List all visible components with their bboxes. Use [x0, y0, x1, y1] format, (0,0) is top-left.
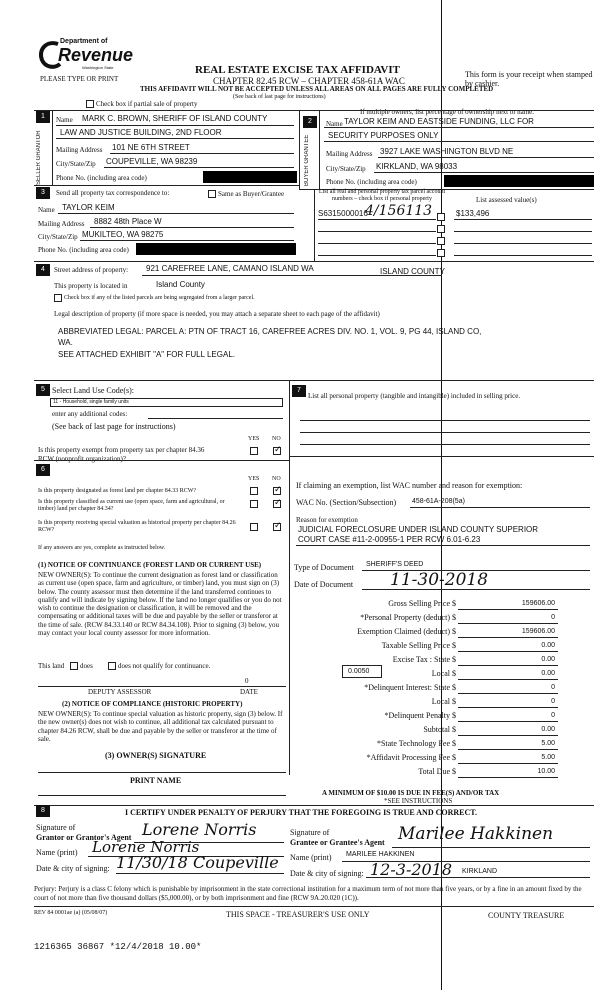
revision-code: REV 84 0001ae (a) (05/08/07): [34, 910, 108, 916]
grantor-signature: Lorene Norris: [142, 820, 257, 839]
computation-rule: [458, 707, 558, 708]
rule: [454, 219, 592, 220]
partial-sale-checkbox[interactable]: [86, 100, 94, 108]
segregated-checkbox[interactable]: [54, 294, 62, 302]
computation-rule: [458, 735, 558, 736]
rule: [289, 380, 290, 775]
parcel-number[interactable]: S6315000016: [318, 209, 368, 218]
perjury-statement: Perjury: Perjury is a class C felony which is punishable by imprisonment in the state correctional institution for a maximum term of not more than five years, or by a fine in an amount fixed by the court of not more than five thousand dollars ($5,000.00), or by both imprisonment and fine (RCW 9A.20.020 (1C)).: [34, 885, 582, 902]
located-label: This property is located in: [54, 282, 128, 290]
computation-rule: [458, 777, 558, 778]
section-7-number: 7: [292, 385, 306, 397]
grantor-name-label: Name (print): [36, 848, 78, 857]
parcel-assessed-value[interactable]: $133,496: [456, 209, 490, 218]
exempt-question: Is this property exempt from property tax per chapter 84.36 RCW (nonprofit organization)?: [38, 446, 205, 463]
parcel-header: List all real and personal property tax parcel account numbers – check box if personal property: [318, 189, 446, 202]
rule: [56, 138, 294, 139]
street-county: ISLAND COUNTY: [380, 267, 445, 276]
grantor-sig-label2: Grantor or Grantor's Agent: [36, 833, 132, 842]
personal-property-checkbox-3[interactable]: [437, 237, 445, 245]
doc-date-handwritten: 11-30-2018: [390, 570, 489, 590]
historic-no-checkbox[interactable]: [273, 523, 281, 531]
street-label: Street address of property:: [54, 266, 129, 274]
computation-value[interactable]: 0.00: [541, 642, 555, 649]
notice1-title: (1) NOTICE OF CONTINUANCE (FOREST LAND OR CURRENT USE): [38, 561, 262, 569]
section-4-number: 4: [36, 264, 50, 276]
grantor-name-handwritten: Lorene Norris: [92, 838, 200, 856]
current-use-question: Is this property classified as current use (open space, farm and agricultural, or timber) land per chapter 84.34?: [38, 499, 225, 512]
rule: [300, 444, 590, 445]
computation-rule: [458, 665, 558, 666]
section-6-number: 6: [36, 464, 50, 476]
rule: [300, 420, 590, 421]
rule: [104, 167, 294, 168]
rule: [34, 185, 299, 186]
grantee-sig-label1: Signature of: [290, 828, 330, 837]
rule: [454, 255, 592, 256]
rule: [110, 153, 294, 154]
rule: [80, 240, 294, 241]
computation-label: Local $: [431, 669, 456, 678]
rule: [290, 456, 594, 457]
rule: [410, 507, 590, 508]
rule: [300, 432, 590, 433]
segregated-label: Check box if any of the listed parcels are being segregated from a larger parcel.: [64, 295, 255, 301]
computation-value[interactable]: 0.00: [541, 656, 555, 663]
grantee-sig-label2: Grantee or Grantee's Agent: [290, 838, 385, 847]
legal-label: Legal description of property (if more space is needed, you may attach a separate sheet to each page of the affidavit): [54, 310, 380, 318]
yes-header-5: YES: [248, 436, 260, 442]
notice2-text: NEW OWNER(S): To continue special valuation as historic property, sign (3) below. If the new owner(s) does not wish to continue, all additional tax calculated pursuant to chapter 84.26 RCW, shall be due and payable by the seller or transferor at the time of sale.: [38, 710, 283, 743]
legal-line1[interactable]: ABBREVIATED LEGAL: PARCEL A: PTN OF TRACT 16, CAREFREE ACRES DIV. NO. 1, VOL. 9, PG 44, ISLAND CO,: [58, 327, 482, 336]
computation-rule: [458, 749, 558, 750]
grantee-date-handwritten: 12-3-2018: [370, 860, 453, 879]
redacted-buyer-phone: [444, 175, 594, 187]
computation-label: Total Due $: [418, 767, 456, 776]
notice2-title: (2) NOTICE OF COMPLIANCE (HISTORIC PROPERTY): [62, 700, 243, 708]
dept-line1: Department of: [60, 38, 108, 45]
rule: [38, 686, 286, 687]
section-3-number: 3: [36, 187, 50, 199]
same-as-buyer-checkbox[interactable]: [208, 190, 216, 198]
buyer-name-line2[interactable]: SECURITY PURPOSES ONLY: [328, 131, 439, 140]
rule: [366, 877, 590, 878]
no-header-5: NO: [272, 436, 281, 442]
section-5-number: 5: [36, 384, 50, 396]
land-use-select[interactable]: [50, 398, 283, 407]
computation-value[interactable]: 0.00: [541, 670, 555, 677]
grantor-sig-label1: Signature of: [36, 823, 76, 832]
treasurer-space: THIS SPACE - TREASURER'S USE ONLY: [226, 910, 370, 919]
tax-address[interactable]: 8882 48th Place W: [94, 217, 162, 226]
historic-yes-checkbox[interactable]: [250, 523, 258, 531]
computation-label: *Delinquent Penalty $: [384, 711, 456, 720]
rule: [324, 141, 594, 142]
seller-address[interactable]: 101 NE 6TH STREET: [112, 143, 190, 152]
form-title: REAL ESTATE EXCISE TAX AFFIDAVIT: [195, 64, 400, 76]
rule: [34, 110, 594, 111]
rule: [362, 589, 590, 590]
rule: [299, 110, 300, 190]
rule: [52, 110, 53, 185]
buyer-side-label: BUYER GRANTEE: [304, 134, 310, 187]
tax-address-label: Mailing Address: [38, 220, 85, 228]
form-see-back: (See back of last page for instructions): [233, 94, 326, 100]
land-use-see-back: (See back of last page for instructions): [52, 422, 176, 431]
tax-name-label: Name: [38, 206, 55, 214]
rule: [34, 380, 594, 381]
personal-property-list-label: List all personal property (tangible and intangible) included in selling price.: [308, 392, 521, 400]
computation-value[interactable]: 0: [551, 712, 555, 719]
located-county[interactable]: Island County: [156, 280, 205, 289]
personal-property-checkbox-2[interactable]: [437, 225, 445, 233]
rule: [318, 243, 436, 244]
seller-name-line2[interactable]: LAW AND JUSTICE BUILDING, 2ND FLOOR: [60, 128, 222, 137]
no-header-6: NO: [272, 476, 281, 482]
tax-city-label: City/State/Zip: [38, 233, 78, 241]
land-does-checkbox[interactable]: [70, 662, 78, 670]
rule: [454, 243, 592, 244]
redacted-seller-phone: [203, 171, 297, 183]
seller-name-label: Name: [56, 116, 73, 124]
grantee-city[interactable]: KIRKLAND: [462, 868, 498, 875]
local-rate: 0.0050: [348, 668, 370, 675]
historic-question: Is this property receiving special valuation as historical property per chapter 84.26 RCW?: [38, 520, 236, 533]
computation-label: Local $: [431, 697, 456, 706]
current-use-yes-checkbox[interactable]: [250, 500, 258, 508]
computation-label: *Delinquent Interest: State $: [364, 683, 456, 692]
buyer-name-label: Name: [326, 120, 343, 128]
rule: [318, 231, 436, 232]
grantee-date-label: Date & city of signing:: [290, 869, 364, 878]
section-8-number: 8: [36, 805, 50, 817]
certify-statement: I CERTIFY UNDER PENALTY OF PERJURY THAT THE FOREGOING IS TRUE AND CORRECT.: [125, 808, 478, 817]
forest-no-checkbox[interactable]: [273, 487, 281, 495]
seller-address-label: Mailing Address: [56, 146, 103, 154]
street-address[interactable]: 921 CAREFREE LANE, CAMANO ISLAND WA: [146, 264, 314, 273]
seller-side-label: SELLER GRANTOR: [36, 130, 42, 186]
dept-state: Washington State: [82, 65, 114, 70]
rule: [34, 805, 594, 806]
form-chapter: CHAPTER 82.45 RCW – CHAPTER 458-61A WAC: [213, 76, 405, 86]
complete-note: If any answers are yes, complete as instructed below.: [38, 545, 166, 551]
computation-value[interactable]: 0: [551, 698, 555, 705]
wac-label: WAC No. (Section/Subsection): [296, 498, 397, 507]
multiple-owners-note: If multiple owners, list percentage of ownership next to name.: [360, 108, 534, 116]
section-1-number: 1: [36, 111, 50, 123]
rule: [296, 545, 590, 546]
notice1-text: NEW OWNER(S): To continue the current designation as forest land or classification as current use (open space, farm and agriculture, or timber) land, you must sign on (3) below. The county assessor must then determine if the land transferred continues to qualify and will indicate by signing below. If the land no longer qualifies or you do not wish to continue the designation or classification, it will be removed and the compensating or additional taxes will be due and payable by the seller or transferor at the time of sale. (RCW 84.33.140 or RCW 84.34.108). Prior to signing (3) below, you may contact your local county assessor for more information.: [38, 571, 282, 638]
seller-city-label: City/State/Zip: [56, 160, 96, 168]
computation-value[interactable]: 0.00: [541, 726, 555, 733]
computation-label: *Affidavit Processing Fee $: [366, 753, 456, 762]
computation-label: *Personal Property (deduct) $: [360, 613, 456, 622]
reason-label: Reason for exemption: [296, 516, 358, 524]
computation-label: Taxable Selling Price $: [381, 641, 456, 650]
same-as-buyer-label: Same as Buyer/Grantee: [218, 190, 285, 198]
yes-header-6: YES: [248, 476, 260, 482]
buyer-address-label: Mailing Address: [326, 150, 373, 158]
tax-corr-label: Send all property tax correspondence to:: [56, 189, 170, 197]
rule: [58, 213, 294, 214]
owners-signature-label: (3) OWNER(S) SIGNATURE: [105, 751, 207, 760]
rule: [454, 231, 592, 232]
rule: [148, 418, 283, 419]
rule: [34, 906, 594, 907]
computation-value[interactable]: 0: [551, 684, 555, 691]
reason-line1[interactable]: JUDICIAL FORECLOSURE UNDER ISLAND COUNTY SUPERIOR: [298, 525, 539, 534]
rule: [56, 125, 294, 126]
buyer-address[interactable]: 3927 LAKE WASHINGTON BLVD NE: [380, 147, 514, 156]
computation-label: Exemption Claimed (deduct) $: [357, 627, 456, 636]
rule: [34, 460, 289, 461]
grantor-date-handwritten: 11/30/18 Coupeville: [116, 853, 279, 872]
computation-value[interactable]: 159606.00: [521, 628, 555, 635]
computation-rule: [458, 637, 558, 638]
doc-date-label: Date of Document: [294, 580, 354, 589]
land-does-not-label: does not qualify for continuance.: [118, 662, 211, 670]
receipt-note: This form is your receipt when stamped by cashier.: [465, 70, 593, 88]
seller-city[interactable]: COUPEVILLE, WA 98239: [106, 157, 198, 166]
please-type: PLEASE TYPE OR PRINT: [40, 75, 119, 83]
buyer-phone-label: Phone No. (including area code): [326, 178, 417, 186]
deputy-date-value: 0: [245, 677, 249, 685]
computation-rule: [458, 609, 558, 610]
rule: [90, 227, 294, 228]
buyer-name[interactable]: TAYLOR KEIM AND EASTSIDE FUNDING, LLC FOR: [344, 117, 534, 126]
this-land-label: This land: [38, 662, 65, 670]
partial-sale-label: Check box if partial sale of property: [96, 100, 198, 108]
computation-label: Excise Tax : State $: [392, 655, 456, 664]
rule: [319, 110, 320, 190]
grantee-name[interactable]: MARILEE HAKKINEN: [346, 851, 415, 858]
computation-value[interactable]: 5.00: [541, 754, 555, 761]
seller-phone-label: Phone No. (including area code): [56, 174, 147, 182]
computation-rule: [458, 693, 558, 694]
dor-logo: [38, 34, 134, 74]
print-name-label: PRINT NAME: [130, 776, 182, 785]
current-use-no-checkbox[interactable]: [273, 500, 281, 508]
computation-label: Subtotal $: [423, 725, 456, 734]
county-treasurer: COUNTY TREASURE: [488, 911, 565, 920]
rule: [374, 172, 594, 173]
rule: [318, 255, 436, 256]
grantor-date-label: Date & city of signing:: [36, 864, 110, 873]
computation-value[interactable]: 10.00: [537, 768, 555, 775]
legal-line2[interactable]: WA.: [58, 338, 73, 347]
exemption-claim-label: If claiming an exemption, list WAC number and reason for exemption:: [296, 481, 523, 490]
local-rate-box: [342, 665, 382, 678]
exempt-yes-checkbox[interactable]: [250, 447, 258, 455]
cashier-stamp: 1216365 36867 *12/4/2018 10.00*: [34, 942, 202, 952]
land-use-label: Select Land Use Code(s):: [52, 386, 134, 395]
land-use-code: 11 - Household, single family units: [53, 399, 129, 405]
rule: [324, 127, 594, 128]
computation-rule: [458, 651, 558, 652]
rule: [318, 219, 436, 220]
rule: [392, 847, 590, 848]
computation-label: Gross Selling Price $: [388, 599, 456, 608]
grantee-name-label: Name (print): [290, 853, 332, 862]
rule: [378, 157, 594, 158]
rule: [34, 261, 594, 262]
rule: [314, 189, 315, 261]
rule: [38, 795, 286, 796]
computation-rule: [458, 721, 558, 722]
tax-city[interactable]: MUKILTEO, WA 98275: [82, 230, 164, 239]
deputy-assessor-label: DEPUTY ASSESSOR: [88, 688, 152, 696]
computation-rule: [458, 623, 558, 624]
legal-line3[interactable]: SEE ATTACHED EXHIBIT "A" FOR FULL LEGAL.: [58, 350, 235, 359]
forest-question: Is this property designated as forest land per chapter 84.33 RCW?: [38, 488, 197, 494]
computation-value[interactable]: 159606.00: [521, 600, 555, 607]
tax-phone-label: Phone No. (including area code): [38, 246, 129, 254]
computation-value[interactable]: 5.00: [541, 740, 555, 747]
forest-yes-checkbox[interactable]: [250, 487, 258, 495]
assessed-header: List assessed value(s): [476, 196, 537, 204]
computation-value[interactable]: 0: [551, 614, 555, 621]
rule: [38, 772, 286, 773]
land-does-label: does: [80, 662, 93, 670]
computation-label: *State Technology Fee $: [376, 739, 456, 748]
parcel-handwritten: 4/156113: [365, 203, 433, 219]
seller-name[interactable]: MARK C. BROWN, SHERIFF OF ISLAND COUNTY: [82, 114, 268, 123]
personal-property-checkbox-1[interactable]: [437, 213, 445, 221]
additional-codes-label: enter any additional codes:: [52, 410, 128, 418]
land-does-not-checkbox[interactable]: [108, 662, 116, 670]
exempt-no-checkbox[interactable]: [273, 447, 281, 455]
reason-line2[interactable]: COURT CASE #11-2-00955-1 PER RCW 6.01-6.23: [298, 535, 481, 544]
computation-rule: [458, 763, 558, 764]
doc-type-label: Type of Document: [294, 563, 354, 572]
see-instructions: *SEE INSTRUCTIONS: [384, 797, 453, 805]
computation-rule: [458, 679, 558, 680]
tax-name[interactable]: TAYLOR KEIM: [62, 203, 115, 212]
buyer-city[interactable]: KIRKLAND, WA 98033: [376, 162, 458, 171]
rule: [116, 873, 284, 874]
minimum-note: A MINIMUM OF $10.00 IS DUE IN FEE(S) AND/OR TAX: [322, 789, 500, 797]
grantee-signature: Marilee Hakkinen: [398, 824, 554, 844]
section-2-number: 2: [303, 116, 317, 128]
deputy-date-label: DATE: [240, 688, 258, 696]
rule: [142, 275, 442, 276]
redacted-tax-phone: [136, 243, 296, 255]
buyer-city-label: City/State/Zip: [326, 165, 366, 173]
doc-type-value[interactable]: SHERIFF'S DEED: [366, 561, 424, 568]
form-warning: THIS AFFIDAVIT WILL NOT BE ACCEPTED UNLESS ALL AREAS ON ALL PAGES ARE FULLY COMPLETED: [140, 85, 494, 93]
wac-value[interactable]: 458-61A-208(5a): [412, 498, 465, 505]
dept-logo-text: Revenue: [58, 45, 134, 65]
personal-property-checkbox-4[interactable]: [437, 249, 445, 257]
